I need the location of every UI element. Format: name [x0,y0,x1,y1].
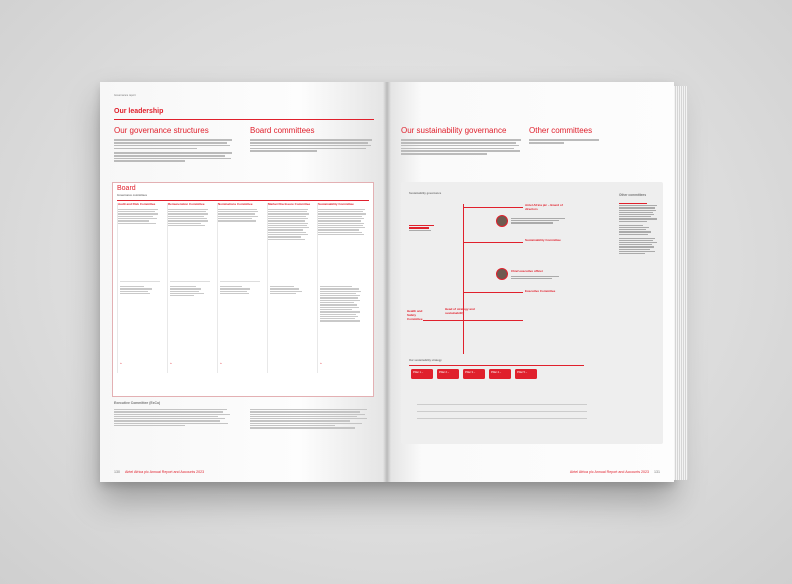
flow-node-board: Airtel Africa plc – Board of directors [525,203,563,211]
ceo-caption [511,275,566,280]
committee-lines [118,209,162,224]
flow-node-health-safety: Health and Safety Committee [407,309,423,321]
other-committees-text [529,138,599,145]
table-row [417,405,587,412]
pillar-3-badge: Pillar 3 – [463,369,485,379]
exec-committee-heading: Executive Committee (ExCo) [114,401,161,405]
committee-title: Sustainability Committee [318,202,354,206]
strategy-rule [409,365,584,366]
committee-lines [268,209,312,240]
board-rule [117,200,369,201]
pillar-4-badge: Pillar 4 – [489,369,511,379]
chevron-icon: » [320,361,322,365]
committee-column [317,203,369,373]
committee-title: Nominations Committee [218,202,253,206]
committee-title: Audit and Risk Committee [118,202,156,206]
section-title: Our leadership [114,108,164,115]
flow-line [463,207,523,208]
sustainability-governance-heading: Our sustainability governance [401,126,507,135]
running-head: Governance report [114,94,136,97]
governance-structures-text [114,138,232,163]
page-folio [114,470,204,474]
pillar-5-badge: Pillar 5 – [515,369,537,379]
strategy-table [417,398,587,419]
page-number: 131 [654,470,660,474]
pillar-2-badge: Pillar 2 – [437,369,459,379]
open-brochure [100,82,674,482]
panel-heading: Sustainability governance [409,192,442,195]
exec-committee-text-col2 [250,408,372,430]
committee-lines [168,209,212,226]
book-spine [383,82,391,482]
committee-column [167,203,212,373]
other-committees-list [619,202,659,255]
flow-line [463,292,523,293]
ceo-avatar [496,268,508,280]
director-avatar [496,215,508,227]
governance-structures-heading: Our governance structures [114,126,209,135]
board-subheading: Governance committees [117,194,148,197]
flow-line [463,242,523,243]
exec-committee-text [114,408,232,427]
committee-lines [218,209,262,222]
committee-column [267,203,312,373]
pillar-1-badge: Pillar 1 – [411,369,433,379]
strategy-heading: Our sustainability strategy [409,359,442,362]
other-committees-list-heading: Other committees [619,193,647,197]
flow-node-ceo: Chief executive officer [511,269,544,273]
page-edges [674,86,688,480]
sustainability-governance-text [401,138,521,156]
committee-lines [318,209,369,236]
page-folio [570,470,660,474]
sustainability-champions-note [409,224,437,232]
flow-node-sustainability-committee: Sustainability Committee [525,238,561,242]
board-committees-text [250,138,372,153]
committee-column [217,203,262,373]
table-row [417,412,587,419]
committee-column [117,203,162,373]
flow-node-head-strategy: Head of strategy and sustainability [445,307,475,315]
director-caption [511,217,571,225]
board-committees-heading: Board committees [250,126,315,135]
board-heading: Board [117,185,136,192]
page-number: 130 [114,470,120,474]
title-rule [114,119,374,120]
table-row [417,398,587,405]
flow-line [463,204,464,354]
folio-text: Airtel Africa plc Annual Report and Accounts 2023 [569,470,649,474]
left-page [100,82,387,482]
flow-line [463,320,523,321]
chevron-icon: » [170,361,172,365]
chevron-icon: » [120,361,122,365]
other-committees-heading: Other committees [529,126,593,135]
chevron-icon: » [220,361,222,365]
board-committees-chart [112,182,374,397]
right-page [387,82,674,482]
folio-text: Airtel Africa plc Annual Report and Accounts 2023 [125,470,205,474]
committee-title: Remuneration Committee [168,202,205,206]
flow-node-exco: Executive Committee [525,289,556,293]
committee-title: Market Disclosure Committee [268,202,311,206]
